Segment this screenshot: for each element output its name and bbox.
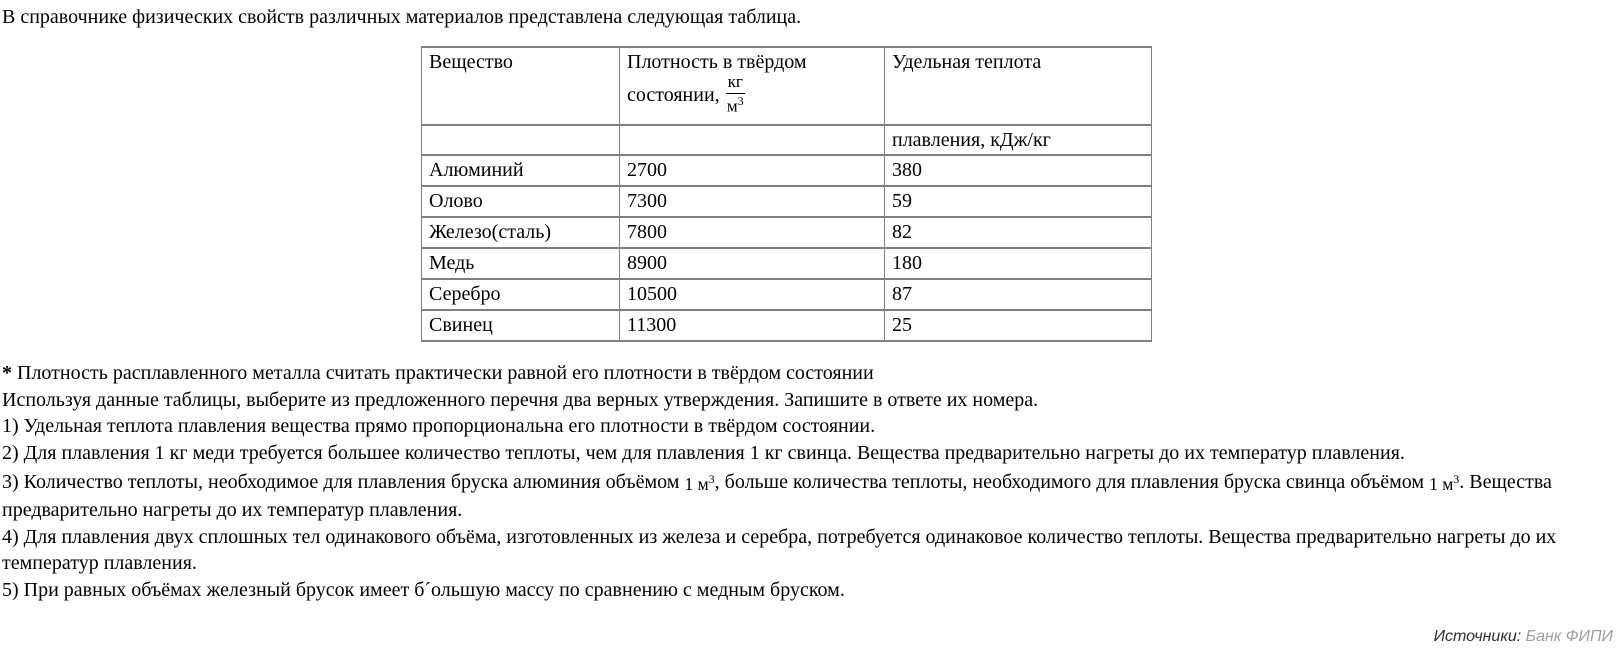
substance-cell: Олово (422, 186, 620, 217)
one-cubic-meter: 1 $м^3$ (1429, 472, 1460, 494)
density-cell: 11300 (620, 310, 885, 341)
table-row (422, 310, 1152, 341)
instruction: Используя данные таблицы, выберите из предложенного перечня два верных утверждения. Запишите в ответе их номера. (2, 388, 1039, 411)
density-cell: 7800 (620, 217, 885, 248)
substance-cell: Свинец (422, 310, 620, 341)
kg-per-m3-fraction: $\frac{кг}{м^3}$ (726, 72, 744, 116)
density-header (620, 47, 885, 125)
source-label: Источники: (1433, 628, 1522, 645)
substance-cell: Медь (422, 248, 620, 279)
heat-cell: 25 (885, 310, 1152, 341)
heat-cell: 380 (885, 155, 1152, 186)
table-row (422, 279, 1152, 310)
footnote (2, 360, 1616, 387)
substance-header: Вещество (422, 47, 620, 125)
footnote-text: Плотность расплавленного металла считать практически равной его плотности в твёрдом состоянии (12, 362, 874, 384)
footnote-asterisk: * (2, 362, 12, 384)
table-row (422, 155, 1152, 186)
empty-cell (422, 125, 620, 155)
table-row (422, 248, 1152, 279)
one-cubic-meter: 1 $м^3$ (684, 472, 715, 494)
statement-1: 1) Удельная теплота плавления вещества прямо пропорциональна его плотности в твёрдом состоянии. (2, 415, 876, 437)
heat-header-line2: плавления, кДж/кг (885, 125, 1152, 155)
header-row-1 (422, 47, 1152, 125)
substance-cell: Серебро (422, 279, 620, 310)
statement-5: 5) При равных объёмах железный брусок имеет б´ольшую массу по сравнению с медным бруском. (2, 578, 845, 601)
empty-cell (620, 125, 885, 155)
density-cell: 2700 (620, 155, 885, 186)
materials-table (421, 46, 1152, 342)
substance-cell: Железо(сталь) (422, 217, 620, 248)
heat-cell: 87 (885, 279, 1152, 310)
intro-text: В справочнике физических свойств различных материалов представлена следующая таблица. (2, 6, 802, 28)
heat-cell: 82 (885, 217, 1152, 248)
density-cell: 7300 (620, 186, 885, 217)
statement-4: 4) Для плавления двух сплошных тел одинакового объёма, изготовленных из железа и серебра, потребуется одинаковое количество теплоты. Вещества предварительно нагреты до их температур плавления. (2, 525, 1557, 575)
density-header-line1: Плотность в твёрдом (627, 51, 807, 73)
source-link[interactable]: Банк ФИПИ (1525, 628, 1613, 645)
table-row (422, 186, 1152, 217)
substance-cell: Алюминий (422, 155, 620, 186)
table-row (422, 217, 1152, 248)
heat-header-line1: Удельная теплота (885, 47, 1152, 125)
density-cell: 10500 (620, 279, 885, 310)
heat-cell: 59 (885, 186, 1152, 217)
density-cell: 8900 (620, 248, 885, 279)
statement-2: 2) Для плавления 1 кг меди требуется большее количество теплоты, чем для плавления 1 кг свинца. Вещества предварительно нагреты до их температур плавления. (2, 441, 1405, 464)
header-row-2 (422, 125, 1152, 155)
density-header-line2: состоянии, $\frac{кг}{м^3}$ (627, 72, 744, 116)
statement-3: 3) Количество теплоты, необходимое для плавления бруска алюминия объёмом 1 $м^3$, больше количества теплоты, необходимого для плавления бруска свинца объёмом 1 $м^3$. Вещества предварительно нагреты до их температур плавления. (2, 470, 1552, 522)
heat-cell: 180 (885, 248, 1152, 279)
source-line (1434, 628, 1613, 646)
question-text-block (0, 360, 1616, 603)
